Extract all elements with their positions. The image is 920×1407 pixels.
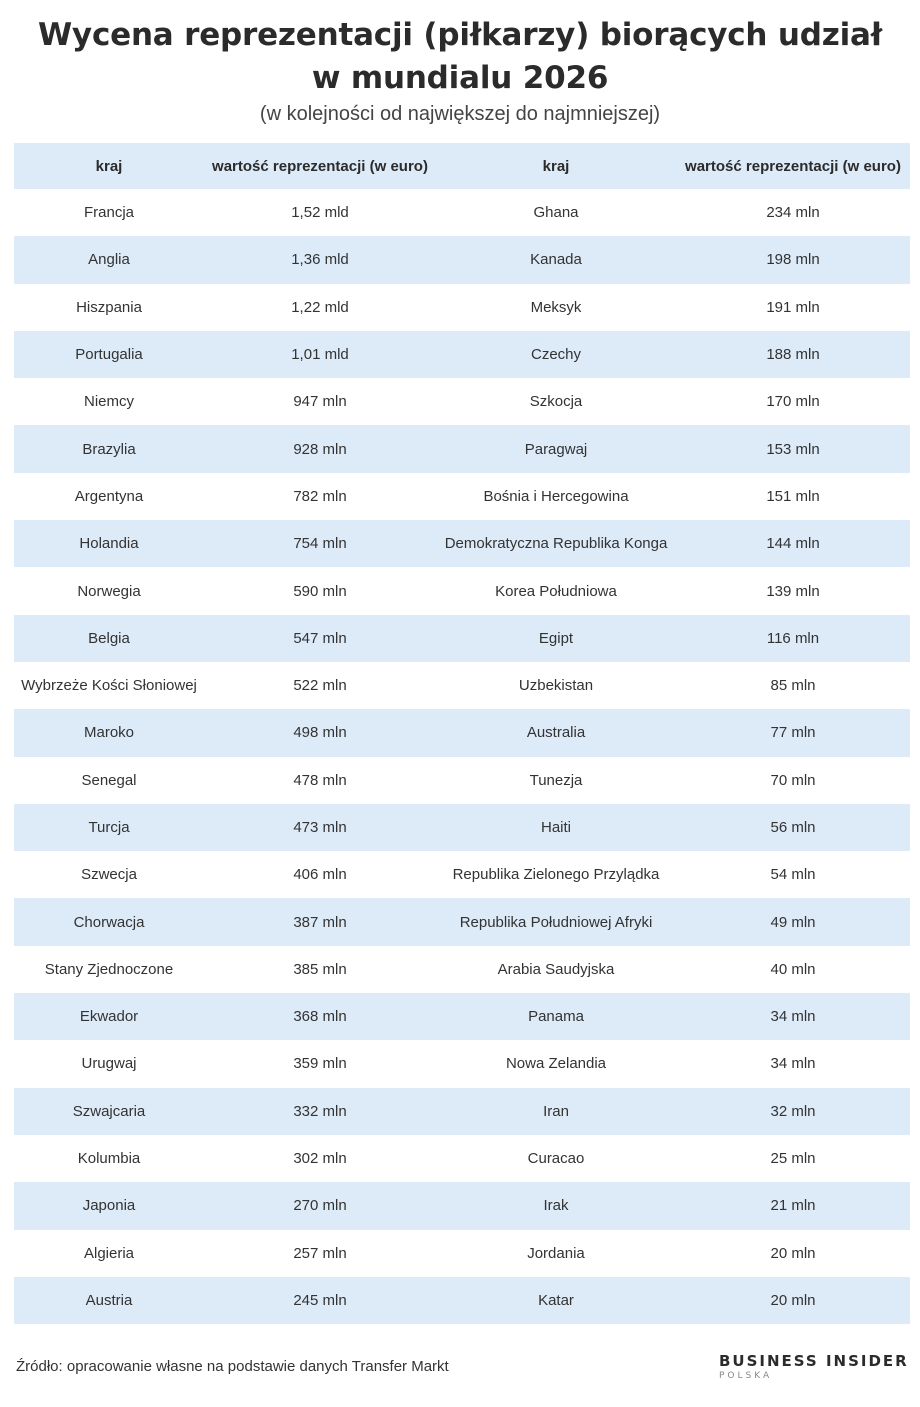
header-value-right: wartość reprezentacji (w euro) <box>685 157 901 175</box>
table-row <box>14 946 910 993</box>
cell-country-left: Kolumbia <box>77 1150 141 1168</box>
cell-value-left: 302 mln <box>293 1150 347 1168</box>
cell-country-left: Szwecja <box>81 866 137 884</box>
cell-value-left: 1,36 mld <box>291 251 349 269</box>
cell-value-left: 1,52 mld <box>291 204 349 222</box>
cell-country-right: Bośnia i Hercegowina <box>483 487 629 505</box>
cell-country-left: Maroko <box>83 724 135 742</box>
cell-value-right: 32 mln <box>770 1102 816 1120</box>
cell-value-left: 1,22 mld <box>291 298 349 316</box>
cell-country-left: Algieria <box>83 1244 135 1262</box>
page-title: Wycena reprezentacji (piłkarzy) biorących udział w mundialu 2026 <box>37 17 883 96</box>
table-row <box>14 804 910 851</box>
table-row <box>14 1088 910 1135</box>
cell-value-right: 116 mln <box>766 629 820 647</box>
cell-value-right: 20 mln <box>770 1244 816 1262</box>
cell-country-left: Japonia <box>82 1197 136 1215</box>
cell-country-right: Iran <box>543 1102 569 1120</box>
cell-value-right: 234 mln <box>766 204 820 222</box>
cell-value-left: 473 mln <box>293 819 347 836</box>
cell-country-right: Haiti <box>540 819 571 836</box>
cell-value-right: 34 mln <box>770 1008 816 1026</box>
cell-value-right: 49 mln <box>770 913 816 931</box>
business-insider-logo <box>719 1352 909 1382</box>
cell-value-left: 368 mln <box>293 1008 347 1026</box>
table-row <box>14 520 910 567</box>
table-row <box>14 993 910 1040</box>
cell-value-right: 77 mln <box>770 724 816 742</box>
cell-country-right: Jordania <box>527 1244 585 1262</box>
cell-country-left: Holandia <box>79 535 139 553</box>
cell-country-left: Hiszpania <box>76 298 142 316</box>
cell-value-left: 406 mln <box>293 866 347 884</box>
cell-value-left: 332 mln <box>293 1102 347 1120</box>
header-country-right: kraj <box>542 157 570 175</box>
cell-value-left: 387 mln <box>293 913 347 931</box>
cell-value-left: 270 mln <box>293 1197 347 1215</box>
cell-country-left: Argentyna <box>74 487 144 505</box>
cell-value-left: 245 mln <box>293 1291 347 1309</box>
cell-country-left: Belgia <box>88 629 130 647</box>
cell-country-right: Republika Południowej Afryki <box>459 913 653 931</box>
cell-value-right: 40 mln <box>770 960 816 978</box>
cell-country-right: Korea Południowa <box>495 582 617 600</box>
table-row <box>14 709 910 756</box>
cell-value-right: 188 mln <box>766 346 820 364</box>
cell-value-right: 144 mln <box>766 535 820 553</box>
table-row <box>14 284 910 331</box>
cell-country-right: Ghana <box>533 204 579 222</box>
cell-country-right: Czechy <box>530 346 582 364</box>
cell-value-right: 56 mln <box>770 819 816 836</box>
cell-value-right: 25 mln <box>770 1150 816 1168</box>
cell-country-right: Egipt <box>538 629 574 647</box>
cell-country-left: Brazylia <box>82 440 136 458</box>
cell-country-right: Uzbekistan <box>518 677 594 695</box>
cell-country-right: Meksyk <box>530 298 582 316</box>
cell-country-right: Australia <box>526 724 586 742</box>
cell-value-right: 34 mln <box>770 1055 816 1073</box>
table-row <box>14 898 910 945</box>
cell-country-right: Kanada <box>530 251 582 269</box>
table-row <box>14 757 910 804</box>
page-subtitle: (w kolejności od największej do najmniejszej) <box>259 103 661 125</box>
table-row <box>14 567 910 614</box>
cell-country-right: Nowa Zelandia <box>505 1055 607 1073</box>
cell-country-right: Paragwaj <box>524 440 588 458</box>
cell-value-right: 20 mln <box>770 1291 816 1309</box>
cell-country-left: Turcja <box>88 819 130 836</box>
table-row <box>14 378 910 425</box>
cell-country-right: Irak <box>543 1197 569 1215</box>
cell-country-right: Katar <box>538 1291 574 1309</box>
cell-value-left: 385 mln <box>293 960 347 978</box>
cell-value-left: 1,01 mld <box>291 346 349 364</box>
cell-value-right: 70 mln <box>770 771 816 789</box>
cell-country-left: Wybrzeże Kości Słoniowej <box>21 677 197 695</box>
cell-country-right: Szkocja <box>529 393 583 411</box>
cell-value-right: 198 mln <box>766 251 820 269</box>
table-body <box>14 189 910 1324</box>
cell-value-left: 522 mln <box>293 677 347 695</box>
table-row <box>14 331 910 378</box>
cell-country-left: Portugalia <box>75 346 143 364</box>
cell-country-left: Austria <box>85 1291 133 1309</box>
table-row <box>14 1040 910 1087</box>
cell-value-right: 191 mln <box>766 298 820 316</box>
cell-value-left: 498 mln <box>293 724 347 742</box>
cell-value-left: 547 mln <box>293 629 347 647</box>
cell-country-left: Anglia <box>88 251 130 269</box>
table-row <box>14 236 910 283</box>
cell-country-left: Stany Zjednoczone <box>44 960 174 978</box>
table-row <box>14 473 910 520</box>
cell-country-left: Norwegia <box>77 582 141 600</box>
cell-country-left: Francja <box>83 204 135 222</box>
cell-value-left: 782 mln <box>293 487 347 505</box>
table-row <box>14 1230 910 1277</box>
table-row <box>14 425 910 472</box>
cell-country-left: Niemcy <box>83 393 134 411</box>
cell-value-right: 21 mln <box>770 1197 816 1215</box>
header-country-left: kraj <box>95 157 123 175</box>
cell-country-left: Szwajcaria <box>72 1102 146 1120</box>
cell-country-right: Republika Zielonego Przylądka <box>452 866 660 884</box>
table-row <box>14 851 910 898</box>
cell-country-left: Senegal <box>81 771 137 789</box>
cell-value-left: 478 mln <box>293 771 347 789</box>
table-row <box>14 615 910 662</box>
cell-country-left: Urugwaj <box>81 1055 137 1073</box>
cell-country-right: Tunezja <box>529 771 583 789</box>
cell-value-left: 947 mln <box>293 393 347 411</box>
cell-country-right: Panama <box>528 1008 584 1026</box>
table-row <box>14 1135 910 1182</box>
logo-sub-text: POLSKA <box>719 1371 773 1381</box>
cell-country-left: Chorwacja <box>73 913 145 931</box>
cell-value-left: 257 mln <box>293 1244 347 1262</box>
cell-value-right: 151 mln <box>766 487 820 505</box>
cell-value-left: 359 mln <box>293 1055 347 1073</box>
cell-value-left: 590 mln <box>293 582 347 600</box>
cell-value-right: 139 mln <box>766 582 820 600</box>
cell-value-right: 85 mln <box>770 677 816 695</box>
cell-country-right: Demokratyczna Republika Konga <box>444 535 668 553</box>
cell-country-right: Curacao <box>527 1150 585 1168</box>
cell-value-right: 170 mln <box>766 393 820 411</box>
logo-main-text: BUSINESS INSIDER <box>719 1352 909 1370</box>
source-note: Źródło: opracowanie własne na podstawie danych Transfer Markt <box>16 1358 449 1375</box>
cell-country-left: Ekwador <box>79 1008 139 1026</box>
header-value-left: wartość reprezentacji (w euro) <box>212 157 428 175</box>
table-row <box>14 662 910 709</box>
cell-country-right: Arabia Saudyjska <box>497 960 615 978</box>
cell-value-left: 754 mln <box>293 535 347 553</box>
table-header-row <box>14 143 910 189</box>
cell-value-right: 153 mln <box>766 440 820 458</box>
table-row <box>14 1277 910 1324</box>
valuation-table <box>14 143 910 1324</box>
cell-value-left: 928 mln <box>293 440 347 458</box>
table-row <box>14 1182 910 1229</box>
table-row <box>14 189 910 236</box>
cell-value-right: 54 mln <box>770 866 816 884</box>
